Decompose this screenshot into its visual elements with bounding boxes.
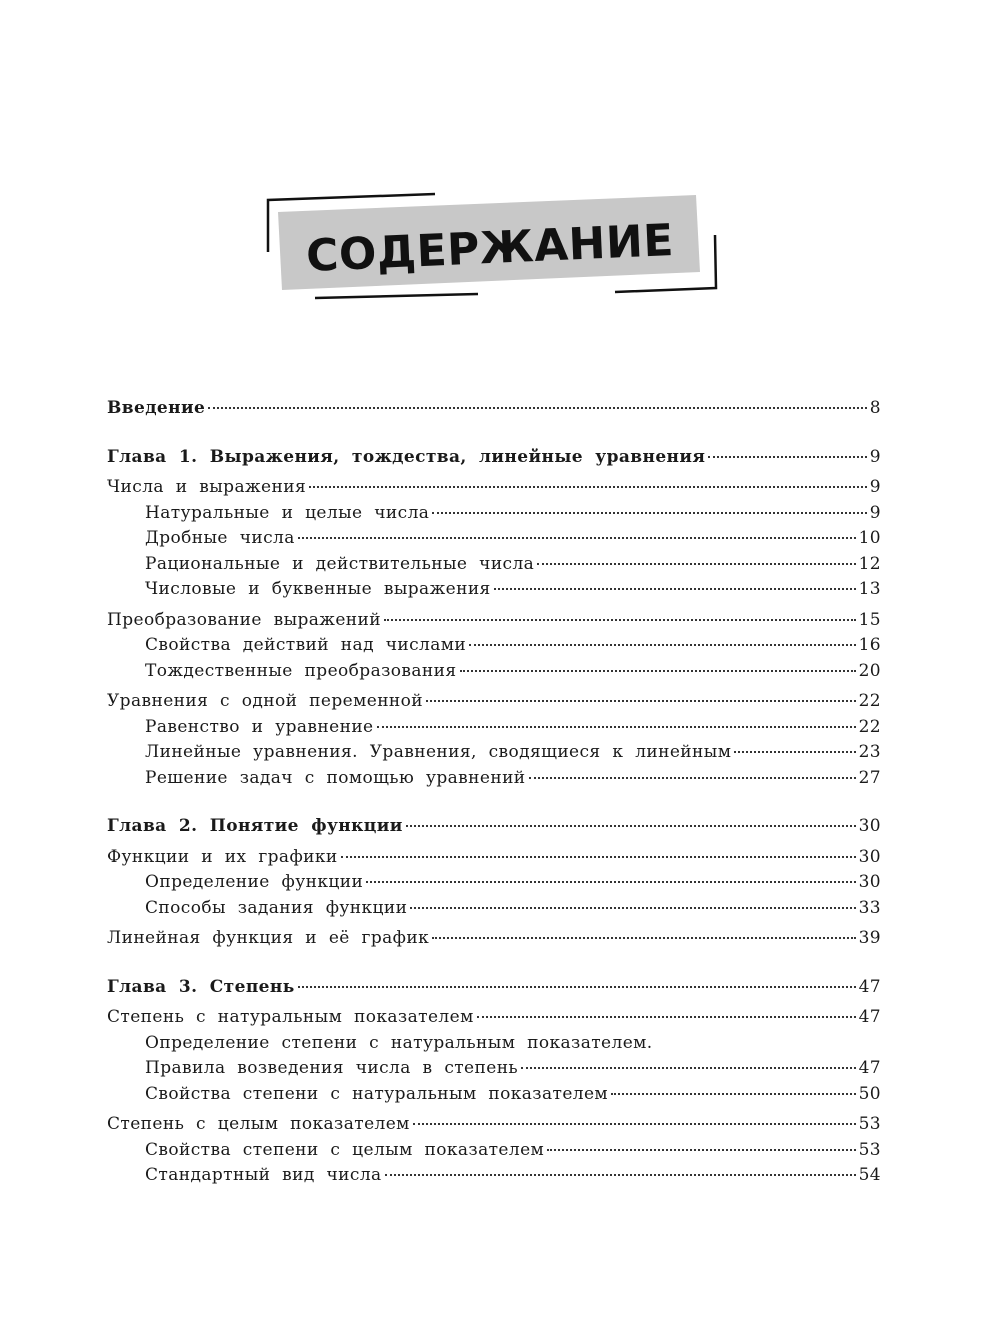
toc-entry-label: Дробные числа xyxy=(145,528,295,548)
toc-dot-leader xyxy=(413,1123,856,1125)
toc-entry xyxy=(107,396,881,422)
title-banner xyxy=(260,190,730,305)
toc-dot-leader xyxy=(406,825,856,827)
toc-dot-leader xyxy=(611,1093,856,1095)
toc-dot-leader xyxy=(537,563,855,565)
toc-entry-label: Свойства степени с натуральным показателем xyxy=(145,1083,609,1104)
toc-entry xyxy=(107,814,881,840)
toc-entry-label: Определение функции xyxy=(145,872,364,892)
toc-entry-label: Введение xyxy=(107,398,206,418)
toc-entry-page: 33 xyxy=(858,897,881,918)
toc-entry-page: 47 xyxy=(858,976,881,997)
toc-entry-label: Стандартный вид числа xyxy=(145,1165,382,1185)
toc-entry-page: 15 xyxy=(858,609,881,630)
toc-entry-page: 13 xyxy=(858,579,881,599)
toc-entry-page: 22 xyxy=(858,691,881,711)
toc-entry xyxy=(107,1031,881,1057)
toc-entry-label: Правила возведения числа в степень xyxy=(145,1058,519,1078)
toc-entry-page: 50 xyxy=(858,1083,881,1104)
toc-dot-leader xyxy=(377,726,856,728)
toc-entry-label: Уравнения с одной переменной xyxy=(107,691,424,711)
toc-entry-page: 8 xyxy=(869,398,881,418)
toc-entry xyxy=(107,766,881,792)
toc-dot-leader xyxy=(385,1174,856,1176)
toc-entry-page: 47 xyxy=(858,1058,881,1078)
toc-entry-page: 23 xyxy=(858,742,881,762)
toc-entry xyxy=(107,659,881,685)
toc-entry xyxy=(107,608,881,634)
toc-dot-leader xyxy=(208,407,867,409)
toc-entry-page: 20 xyxy=(858,660,881,681)
toc-entry-label: Числовые и буквенные выражения xyxy=(145,579,491,599)
toc-entry-label: Функции и их графики xyxy=(107,846,338,867)
toc-dot-leader xyxy=(366,881,855,883)
toc-entry xyxy=(107,926,881,952)
toc-entry-page: 53 xyxy=(858,1139,881,1160)
toc-entry-page: 30 xyxy=(858,816,881,836)
toc-dot-leader xyxy=(494,588,856,590)
toc-entry-label: Решение задач с помощью уравнений xyxy=(145,767,526,788)
toc-entry-label: Линейная функция и её график xyxy=(107,928,430,948)
toc-entry xyxy=(107,501,881,527)
toc-entry-label: Глава 2. Понятие функции xyxy=(107,816,403,836)
toc-entry-page: 30 xyxy=(858,872,881,892)
toc-entry xyxy=(107,1005,881,1031)
toc-entry xyxy=(107,1056,881,1082)
toc-entry-label: Степень с целым показателем xyxy=(107,1114,410,1134)
toc-entry-label: Числа и выражения xyxy=(107,477,307,497)
toc-entry-label: Равенство и уравнение xyxy=(145,716,374,737)
toc-entry-page: 9 xyxy=(869,477,881,497)
toc-entry-page: 39 xyxy=(858,928,881,948)
toc-entry-label: Способы задания функции xyxy=(145,897,408,918)
toc-entry xyxy=(107,1163,881,1189)
toc-dot-leader xyxy=(469,644,855,646)
toc-dot-leader xyxy=(708,456,866,458)
toc-entry xyxy=(107,475,881,501)
toc-entry-label: Глава 1. Выражения, тождества, линейные уравнения xyxy=(107,446,706,467)
toc-entry-page: 9 xyxy=(869,446,881,467)
toc-dot-leader xyxy=(432,937,855,939)
toc-entry xyxy=(107,1112,881,1138)
toc-entry-page: 53 xyxy=(858,1114,881,1134)
toc-dot-leader xyxy=(410,907,855,909)
toc-entry xyxy=(107,870,881,896)
toc-dot-leader xyxy=(460,670,856,672)
toc-dot-leader xyxy=(734,751,855,753)
toc-entry xyxy=(107,715,881,741)
toc-dot-leader xyxy=(309,486,867,488)
toc-dot-leader xyxy=(432,512,866,514)
toc-dot-leader xyxy=(384,619,856,621)
toc-entry xyxy=(107,896,881,922)
toc-entry xyxy=(107,526,881,552)
toc-entry-label: Свойства действий над числами xyxy=(145,635,467,655)
toc-entry-page: 9 xyxy=(869,502,881,523)
toc-entry-page: 30 xyxy=(858,846,881,867)
toc-dot-leader xyxy=(298,537,856,539)
toc-entry-page: 54 xyxy=(858,1165,881,1185)
toc-entry-label: Тождественные преобразования xyxy=(145,660,457,681)
toc-entry-label: Линейные уравнения. Уравнения, сводящиеся к линейным xyxy=(145,742,732,762)
toc-entry-label: Определение степени с натуральным показателем. xyxy=(145,1032,653,1053)
toc-entry xyxy=(107,633,881,659)
toc-entry xyxy=(107,552,881,578)
toc-entry-page: 47 xyxy=(858,1007,881,1027)
toc-entry-label: Глава 3. Степень xyxy=(107,976,295,997)
toc-entry xyxy=(107,445,881,471)
toc-dot-leader xyxy=(477,1016,856,1018)
toc-entry-label: Рациональные и действительные числа xyxy=(145,553,535,574)
toc-entry xyxy=(107,845,881,871)
toc-dot-leader xyxy=(529,777,856,779)
toc-entry xyxy=(107,740,881,766)
toc-entry xyxy=(107,577,881,603)
toc-dot-leader xyxy=(341,856,856,858)
table-of-contents xyxy=(107,396,881,1189)
toc-entry-label: Степень с натуральным показателем xyxy=(107,1007,474,1027)
toc-entry-label: Преобразование выражений xyxy=(107,609,382,630)
toc-entry-page: 12 xyxy=(858,553,881,574)
toc-entry xyxy=(107,1082,881,1108)
toc-dot-leader xyxy=(521,1067,855,1069)
toc-dot-leader xyxy=(426,700,856,702)
toc-entry-label: Натуральные и целые числа xyxy=(145,502,430,523)
toc-entry-page: 10 xyxy=(858,528,881,548)
toc-entry xyxy=(107,689,881,715)
toc-entry-page: 27 xyxy=(858,767,881,788)
toc-entry-page: 16 xyxy=(858,635,881,655)
toc-entry-page: 22 xyxy=(858,716,881,737)
toc-entry xyxy=(107,1138,881,1164)
page-title: СОДЕРЖАНИЕ xyxy=(305,214,675,282)
toc-entry xyxy=(107,975,881,1001)
toc-dot-leader xyxy=(547,1149,855,1151)
toc-dot-leader xyxy=(298,986,856,988)
toc-entry-label: Свойства степени с целым показателем xyxy=(145,1139,545,1160)
